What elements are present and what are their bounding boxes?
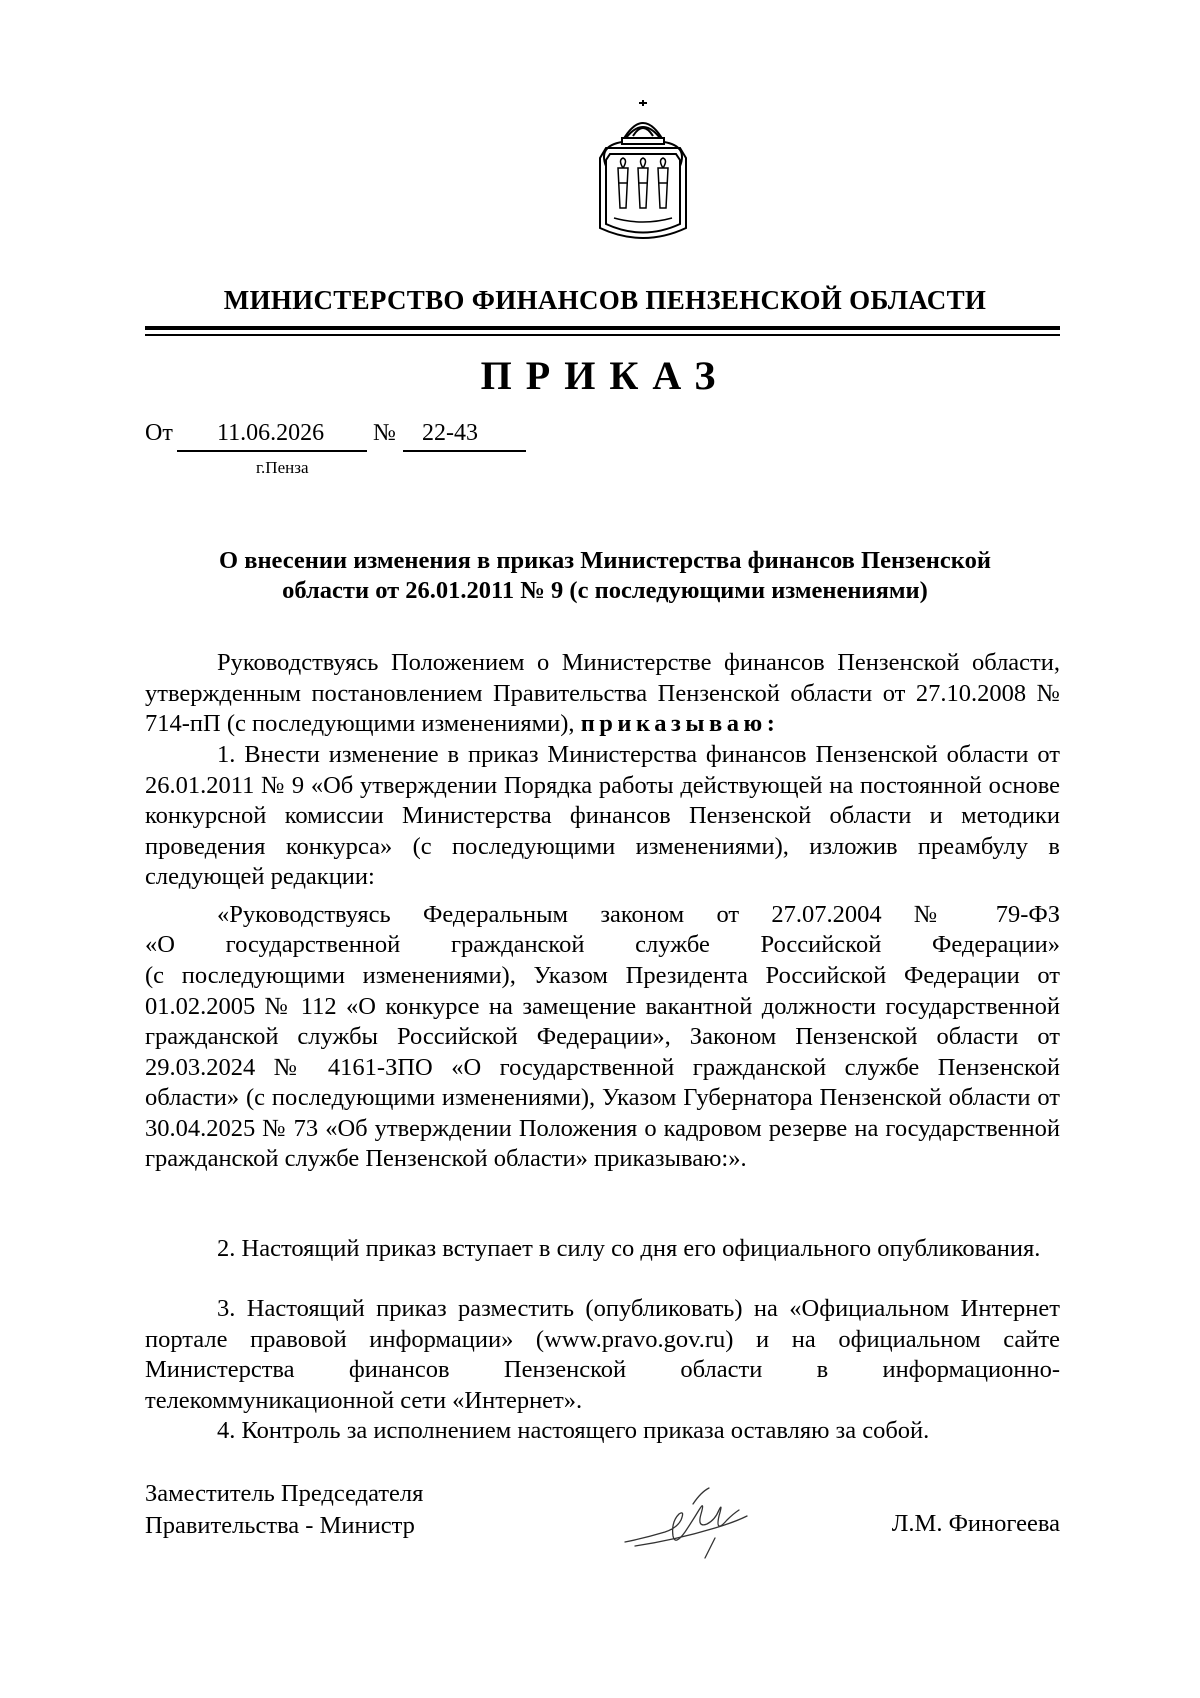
header-divider-thin <box>145 334 1060 336</box>
subject-line-2: области от 26.01.2011 № 9 (с последующими изменениями) <box>282 577 928 604</box>
signer-position-line-1: Заместитель Председателя <box>145 1480 424 1507</box>
item-1-paragraph: 1. Внести изменение в приказ Министерства финансов Пензенской области от 26.01.2011 № 9 «Об утверждении Порядка работы действующей на постоянной основе конкурсной комиссии Министерства финансов Пензенской области и методики проведения конкурса» (с последующими изменениями), изложив преамбулу в следующей редакции: <box>145 741 1060 890</box>
document-date: 11.06.2026 <box>217 420 325 446</box>
preamble-paragraph <box>145 648 1060 740</box>
date-underline <box>177 450 367 452</box>
quote-line-2: «О государственной гражданской службе Российской Федерации» <box>145 931 1060 958</box>
number-label: № <box>373 420 396 446</box>
document-subject <box>145 546 1065 606</box>
from-label: От <box>145 420 173 446</box>
item-2-paragraph: 2. Настоящий приказ вступает в силу со дня его официального опубликования. <box>217 1235 1041 1262</box>
document-type-title: ПРИКАЗ <box>480 353 730 398</box>
preamble-order-word: приказываю: <box>580 710 780 737</box>
coat-of-arms-icon <box>588 98 698 248</box>
city: г.Пенза <box>256 458 309 477</box>
handwritten-signature-icon <box>615 1480 775 1570</box>
item-4-paragraph: 4. Контроль за исполнением настоящего приказа оставляю за собой. <box>217 1417 930 1444</box>
document-number: 22-43 <box>422 420 478 446</box>
signer-position <box>145 1478 423 1542</box>
header-divider-thick <box>145 326 1060 330</box>
quote-line-1: «Руководствуясь Федеральным законом от 27.07.2004 № 79-ФЗ <box>217 901 1060 928</box>
ministry-name: МИНИСТЕРСТВО ФИНАНСОВ ПЕНЗЕНСКОЙ ОБЛАСТИ <box>223 285 987 315</box>
number-underline <box>403 450 526 452</box>
preamble-text: Руководствуясь Положением о Министерстве финансов Пензенской области, утвержденным постановлением Правительства Пензенской области от 27.10.2008 № 714-пП (с последующими изменениями), <box>145 649 1060 737</box>
signer-name: Л.М. Финогеева <box>891 1510 1060 1537</box>
subject-line-1: О внесении изменения в приказ Министерства финансов Пензенской <box>219 547 991 574</box>
item-3-paragraph: 3. Настоящий приказ разместить (опубликовать) на «Официальном Интернет портале правовой информации» (www.pravo.gov.ru) и на официальном сайте Министерства финансов Пензенской области в информационно-телекоммуникационной сети «Интернет». <box>145 1295 1060 1414</box>
signer-position-line-2: Правительства - Министр <box>145 1512 415 1539</box>
quote-rest-paragraph: (с последующими изменениями), Указом Президента Российской Федерации от 01.02.2005 № 112 «О конкурсе на замещение вакантной должности государственной гражданской службы Российской Федерации», Законом Пензенской области от 29.03.2024 № 4161-ЗПО «О государственной гражданской службе Пензенской области» (с последующими изменениями), Указом Губернатора Пензенской области от 30.04.2025 № 73 «Об утверждении Положения о кадровом резерве на государственной гражданской службе Пензенской области» приказываю:». <box>145 962 1060 1172</box>
